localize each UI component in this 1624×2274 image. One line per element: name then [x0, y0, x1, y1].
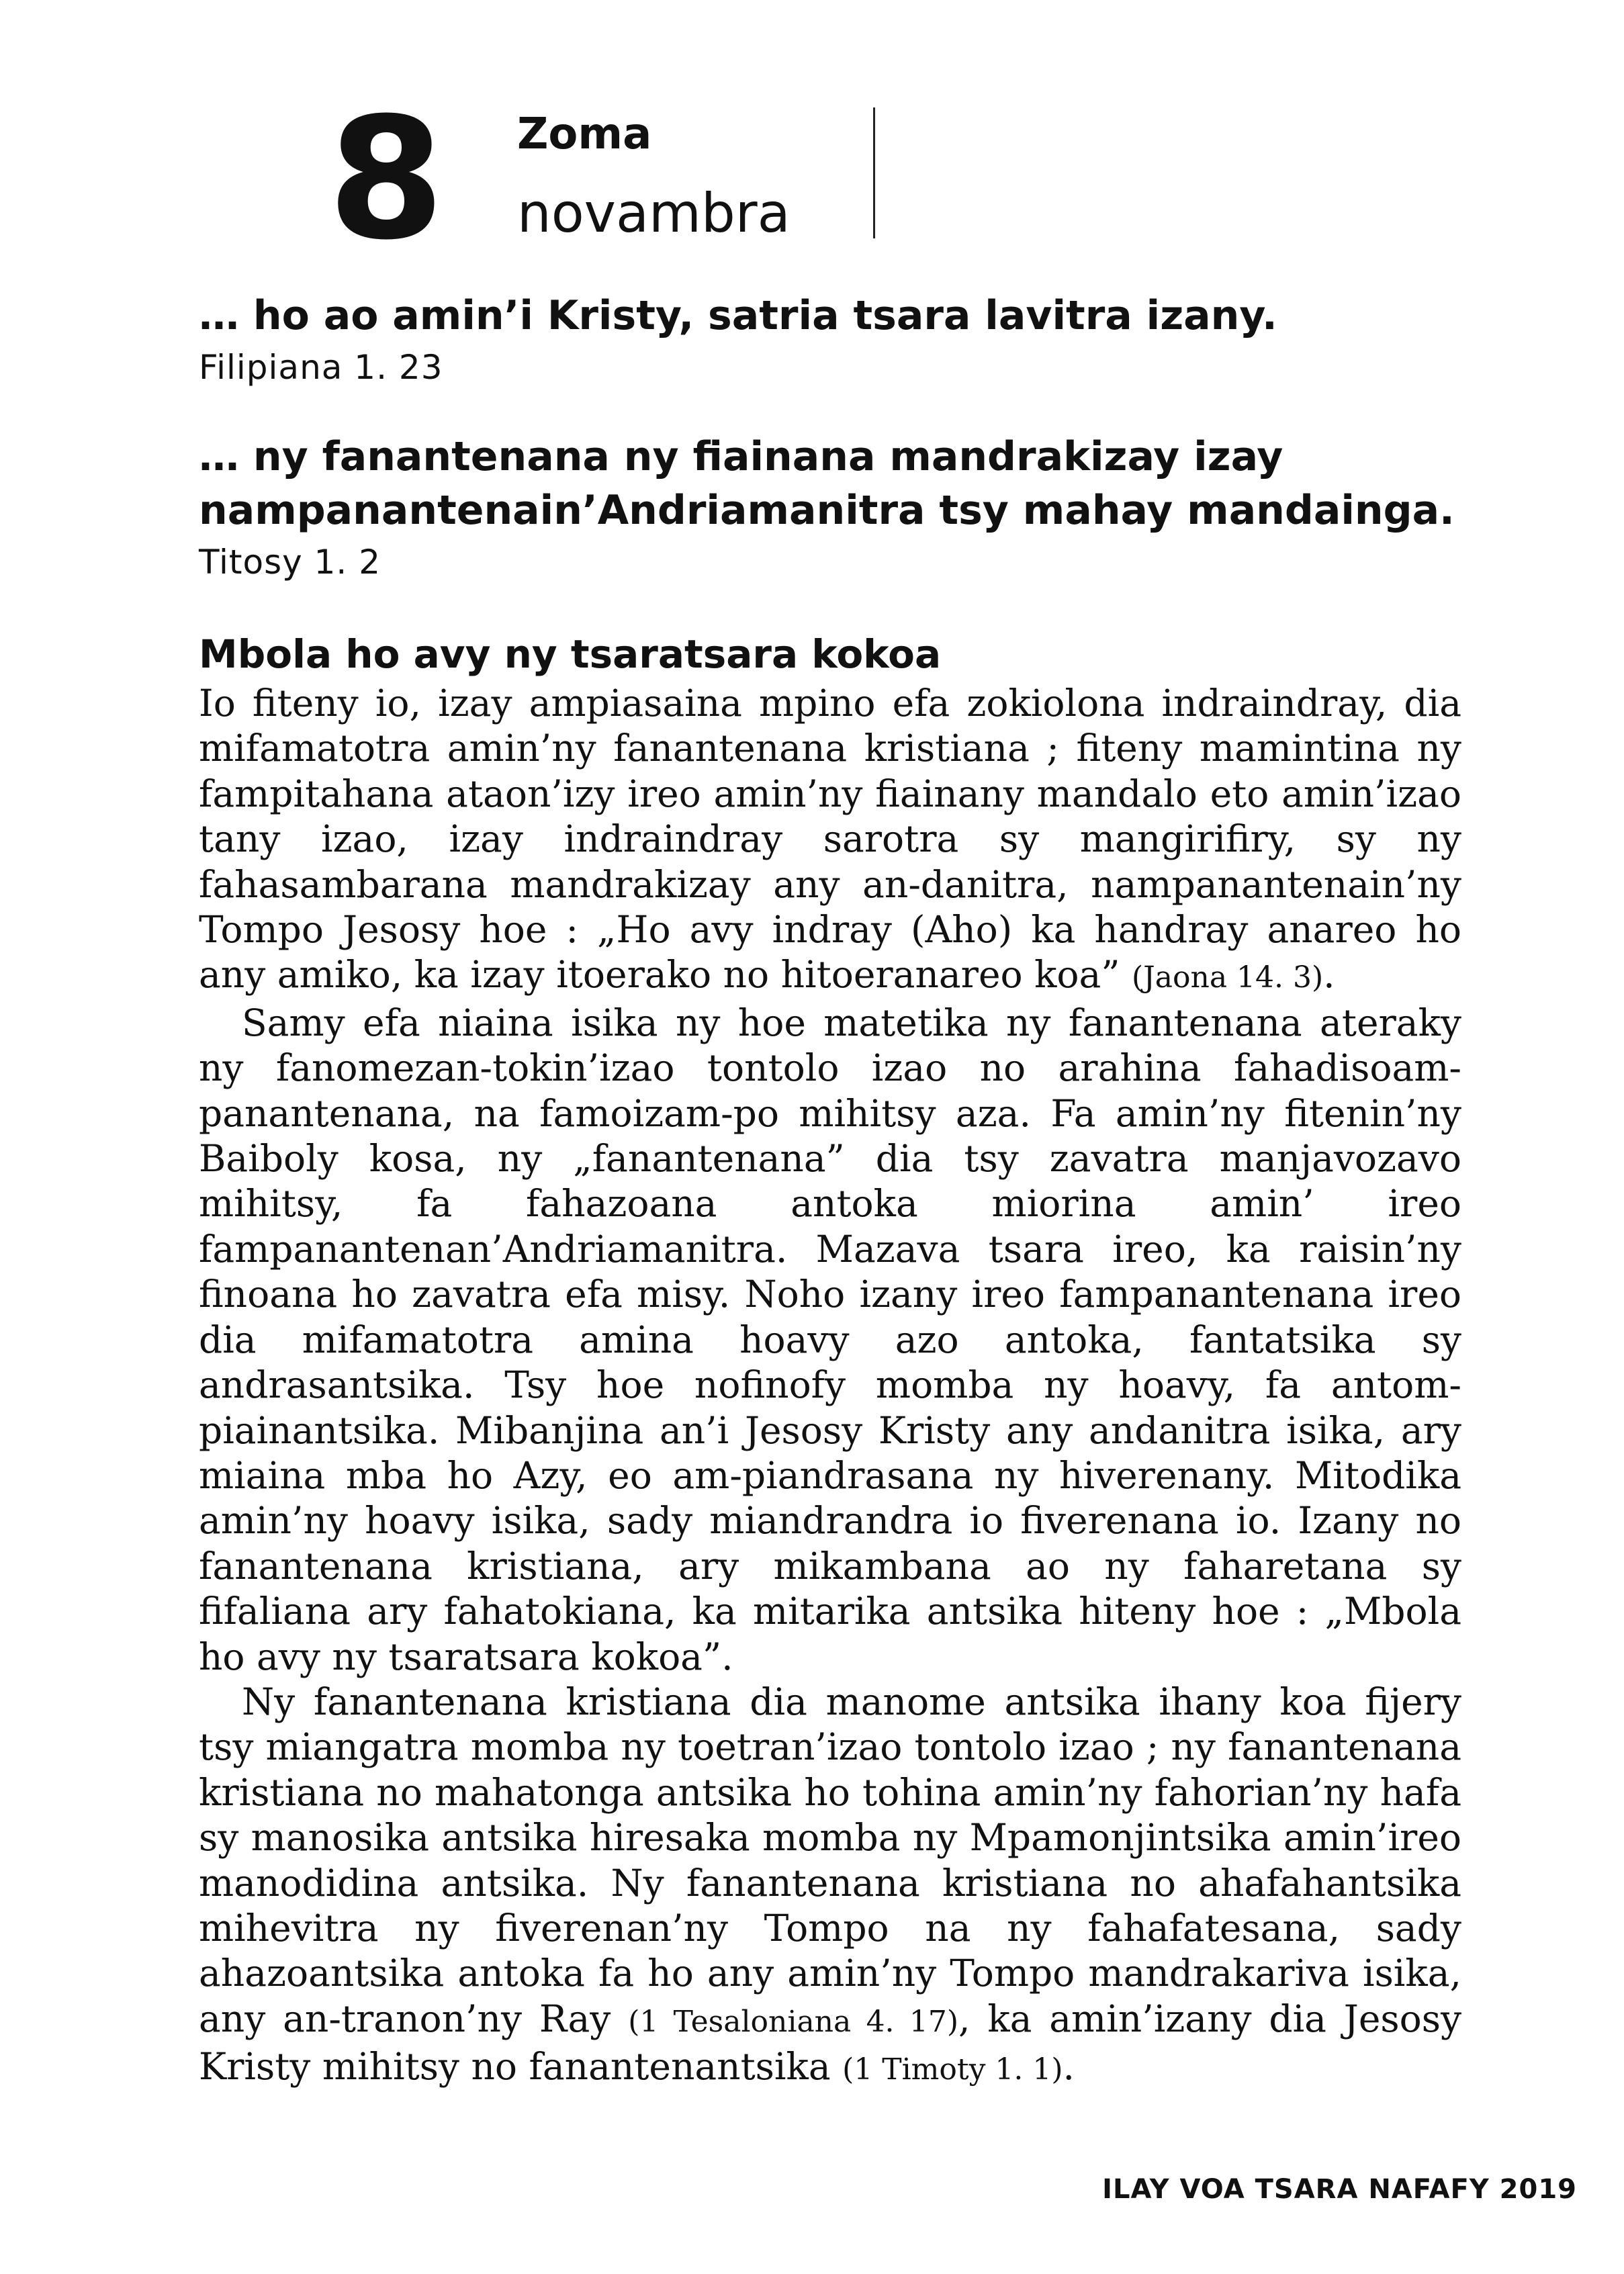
- verse-2-text: … ny fanantenana ny fiainana mandrakizay izay nampanantenain’Andriamanitra tsy mahay mandainga.: [199, 433, 1455, 534]
- paragraph-1: [199, 681, 1461, 1001]
- paragraph-1-end: .: [1323, 953, 1335, 997]
- paragraph-3-reference-2: (1 Timoty 1. 1): [842, 2052, 1063, 2087]
- weekday: Zoma: [517, 109, 652, 159]
- paragraph-3: [199, 1680, 1461, 2093]
- paragraph-3-reference-1: (1 Tesaloniana 4. 17): [628, 2004, 959, 2039]
- footer-title: ILAY VOA TSARA NAFAFY 2019: [1102, 2174, 1577, 2205]
- paragraph-3-continued: , ka amin’izany dia Jesosy Kristy mihitsy no fanantenantsika: [199, 1997, 1462, 2089]
- paragraph-3-end: .: [1063, 2045, 1075, 2089]
- paragraph-3-text: Ny fanantenana kristiana dia manome antsika ihany koa fijery tsy miangatra momba ny toetran’izao tontolo izao ; ny fanantenana kristiana no mahatonga antsika ho tohina amin’ny fahorian’ny hafa sy manosika antsika hiresaka momba ny Mpamonjintsika amin’ireo manodidina antsika. Ny fanantenana kristiana no ahafahantsika mihevitra ny fiverenan’ny Tompo na ny fahafatesana, sady ahazoantsika antoka fa ho any amin’ny Tompo mandrakariva isika, any an-tranon’ny Ray: [199, 1680, 1461, 2040]
- page-content: [199, 289, 1461, 2093]
- paragraph-1-text: Io fiteny io, izay ampiasaina mpino efa zokiolona indraindray, dia mifamatotra amin’ny fanantenana kristiana ; fiteny mamintina ny fampitahana ataon’izy ireo amin’ny fiainany mandalo eto amin’izao tany izao, izay indraindray sarotra sy mangirifiry, sy ny fahasambarana mandrakizay any an-danitra, nampanantenain’ny Tompo Jesosy hoe : „Ho avy indray (Aho) ka handray anareo ho any amiko, ka izay itoerako no hitoeranareo koa”: [199, 682, 1461, 997]
- paragraph-2-text: Samy efa niaina isika ny hoe matetika ny fanantenana ateraky ny fanomezan-tokin’izao tontolo izao no arahina fahadisoam-panantenana, na famoizam-po mihitsy aza. Fa amin’ny fitenin’ny Baiboly kosa, ny „fanantenana” dia tsy zavatra manjavozavo mihitsy, fa fahazoana antoka miorina amin’ ireo fampanantenan’Andriamanitra. Mazava tsara ireo, ka raisin’ny finoana ho zavatra efa misy. Noho izany ireo fampanantenana ireo dia mifamatotra amina hoavy azo antoka, fantatsika sy andrasantsika. Tsy hoe nofinofy momba ny hoavy, fa antom-piainantsika. Mibanjina an’i Jesosy Kristy any andanitra isika, ary miaina mba ho Azy, eo am-piandrasana ny hiverenany. Mitodika amin’ny hoavy isika, sady miandrandra io fiverenana io. Izany no fanantenana kristiana, ary mikambana ao ny faharetana sy fifaliana ary fahatokiana, ka mitarika antsika hiteny hoe : „Mbola ho avy ny tsaratsara kokoa”.: [199, 1001, 1461, 1678]
- paragraph-1-reference: (Jaona 14. 3): [1131, 960, 1324, 995]
- paragraph-2: [199, 1001, 1461, 1680]
- section-heading: Mbola ho avy ny tsaratsara kokoa: [199, 631, 942, 677]
- day-number: 8: [328, 81, 442, 277]
- verse-1-text: … ho ao amin’i Kristy, satria tsara lavitra izany.: [199, 292, 1277, 339]
- vertical-divider: [873, 107, 875, 238]
- month: novambra: [517, 182, 791, 244]
- verse-2-reference: Titosy 1. 2: [199, 543, 381, 582]
- verse-1-reference: Filipiana 1. 23: [199, 348, 443, 387]
